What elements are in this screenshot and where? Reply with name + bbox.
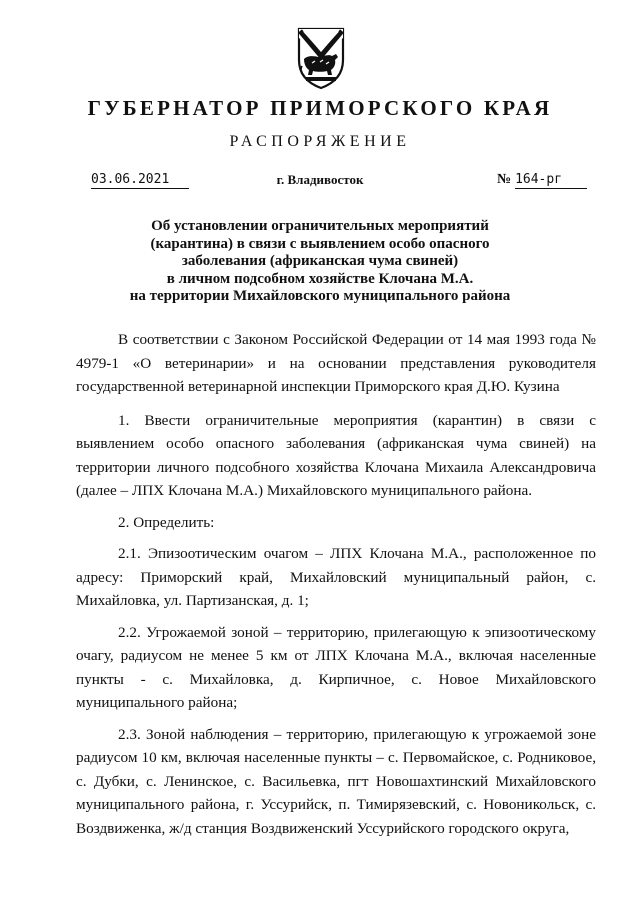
document-city: г. Владивосток bbox=[276, 172, 364, 187]
subject-line: (карантина) в связи с выявлением особо опасного bbox=[150, 235, 490, 252]
subject-line: в личном подсобном хозяйстве Клочана М.А. bbox=[166, 270, 474, 287]
number-value: 164-рг bbox=[515, 171, 587, 189]
document-number bbox=[497, 171, 587, 189]
preamble-paragraph: В соответствии с Законом Российской Федерации от 14 мая 1993 года № 4979-1 «О ветеринарии» и на основании представления руководителя государственной ветеринарной инспекции Приморского края Д.Ю. Кузина bbox=[76, 331, 596, 395]
document-body bbox=[76, 328, 596, 848]
coat-of-arms-icon bbox=[296, 26, 346, 90]
subject-line: на территории Михайловского муниципального района bbox=[129, 288, 511, 304]
clause-2: 2. Определить: bbox=[118, 513, 215, 531]
clause-1: 1. Ввести ограничительные мероприятия (карантин) в связи с выявлением особо опасного заболевания (африканская чума свиней) на территории личного подсобного хозяйства Клочана Михаила Александровича (далее – ЛПХ Клочана М.А.) Михайловского муниципального района. bbox=[76, 411, 596, 499]
clause-2-1: 2.1. Эпизоотическим очагом – ЛПХ Клочана М.А., расположенное по адресу: Приморский край, Михайловский муниципальный район, с. Михайловка, ул. Партизанская, д. 1; bbox=[76, 545, 596, 609]
subject-line: заболевания (африканская чума свиней) bbox=[181, 253, 459, 269]
governor-title: ГУБЕРНАТОР ПРИМОРСКОГО КРАЯ bbox=[87, 96, 553, 120]
document-type: РАСПОРЯЖЕНИЕ bbox=[229, 133, 411, 150]
clause-2-3: 2.3. Зоной наблюдения – территорию, прилегающую к угрожаемой зоне радиусом 10 км, включая населенные пункты – с. Первомайское, с. Родниковое, с. Дубки, с. Ленинское, с. Васильевка, пгт Новошахтинский Михайловского муниципального района, г. Уссурийск, п. Тимирязевский, с. Новоникольск, с. Воздвиженка, ж/д станция Воздвиженский Уссурийского городского округа, bbox=[76, 725, 596, 837]
number-label: № bbox=[497, 172, 512, 187]
document-date: 03.06.2021 bbox=[91, 172, 189, 189]
clause-2-2: 2.2. Угрожаемой зоной – территорию, прилегающую к эпизоотическому очагу, радиусом не менее 5 км от ЛПХ Клочана М.А., включая населенные пункты - с. Михайловка, д. Кирпичное, с. Новое Михайловского муниципального района; bbox=[76, 623, 596, 711]
document-subject bbox=[0, 218, 640, 306]
subject-line: Об установлении ограничительных мероприятий bbox=[151, 218, 489, 234]
